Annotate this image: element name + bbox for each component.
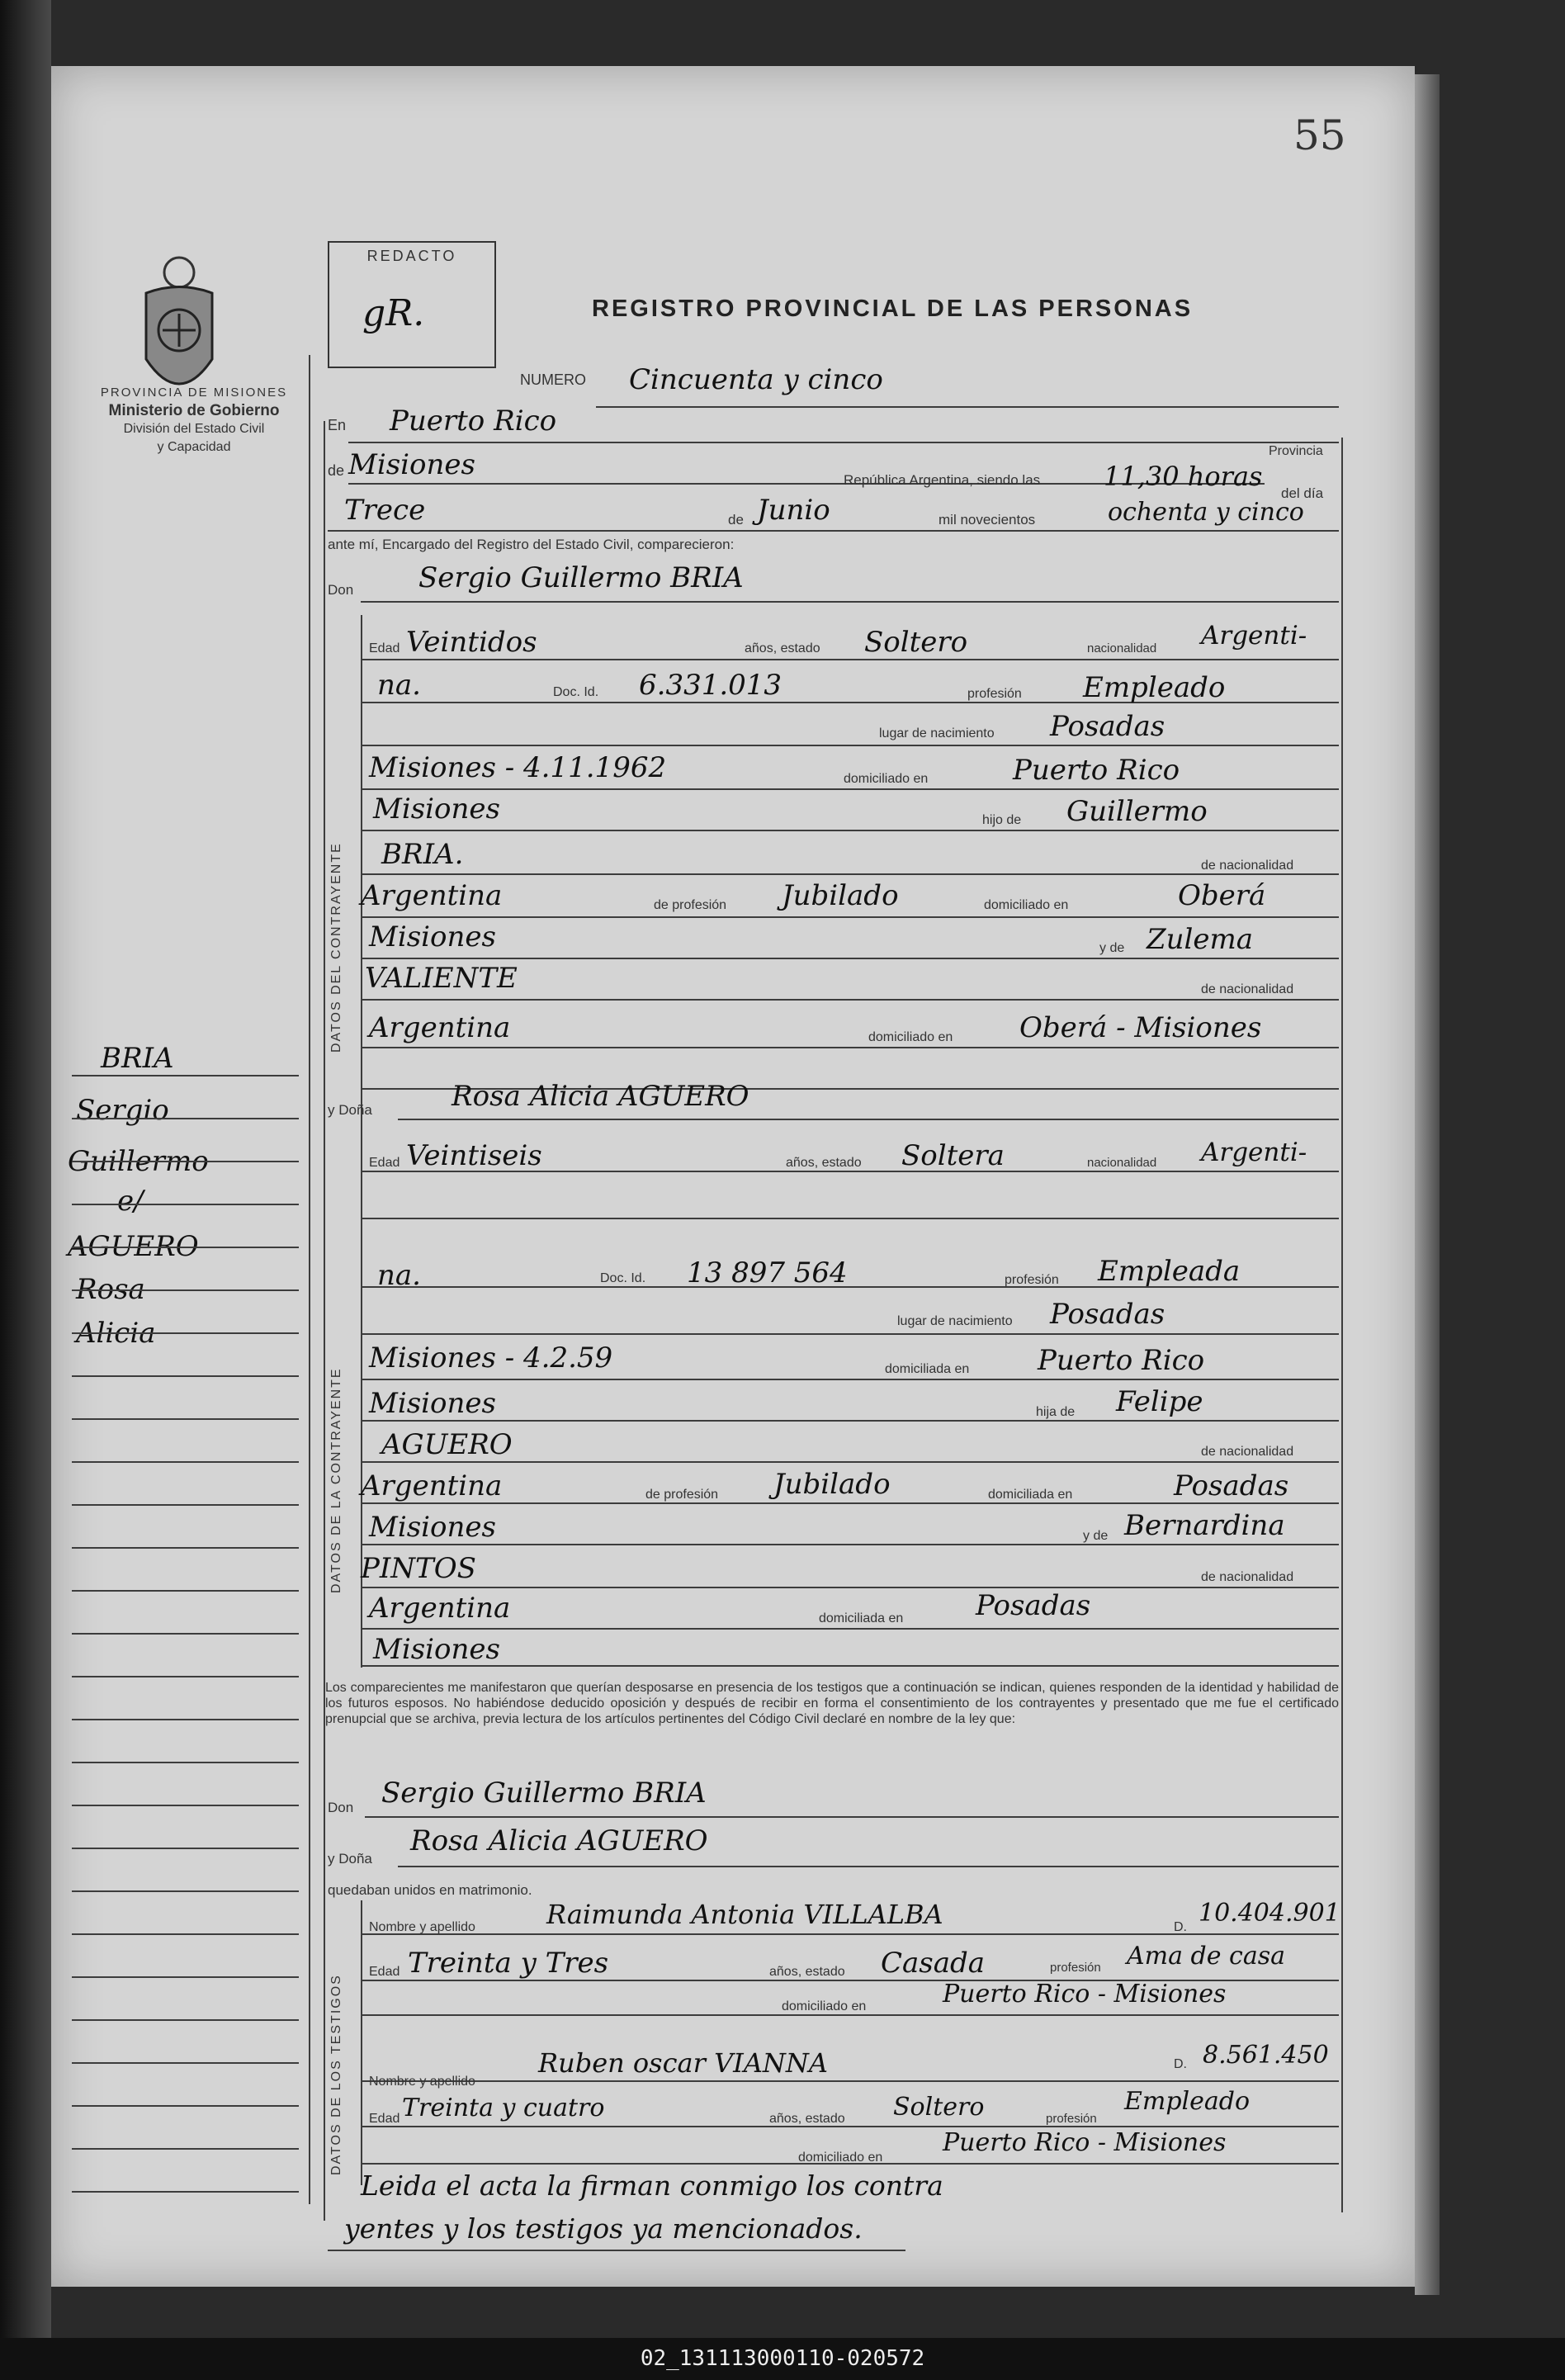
anio-value: ochenta y cinco bbox=[1108, 498, 1304, 527]
t1-prof-label: profesión bbox=[1050, 1961, 1101, 1975]
form-right-border bbox=[1341, 438, 1343, 2212]
f-domicilio: Puerto Rico bbox=[1038, 1344, 1205, 1377]
ruled-line bbox=[361, 659, 1339, 660]
mes-value: Junio bbox=[757, 494, 830, 527]
t2-edad-label: Edad bbox=[369, 2112, 400, 2126]
union-don: Sergio Guillermo BRIA bbox=[381, 1777, 707, 1810]
lugar-value: Puerto Rico bbox=[390, 405, 557, 438]
c-de-nac-label: de nacionalidad bbox=[1201, 859, 1294, 873]
provincia-label: Provincia bbox=[1269, 444, 1323, 458]
c-madre-dom-label: domiciliado en bbox=[868, 1030, 953, 1044]
c-edad: Veintidos bbox=[406, 626, 537, 659]
f-padre-dom-2: Misiones bbox=[369, 1511, 496, 1544]
contrayente-nombre-line bbox=[361, 601, 1339, 603]
c-doc: 6.331.013 bbox=[639, 669, 782, 702]
ruled-line bbox=[72, 1805, 299, 1806]
ministry-line-3: División del Estado Civil bbox=[123, 422, 265, 436]
ruled-line bbox=[72, 1547, 299, 1549]
ruled-line bbox=[361, 1628, 1339, 1630]
ruled-line bbox=[361, 1420, 1339, 1422]
redacto-label: REDACTO bbox=[366, 248, 457, 264]
f-madre-dom-2: Misiones bbox=[373, 1633, 500, 1666]
de-label: de bbox=[328, 462, 345, 479]
f-estado: Soltera bbox=[901, 1139, 1005, 1172]
register-page bbox=[51, 66, 1415, 2287]
t2-d-label: D. bbox=[1174, 2057, 1187, 2071]
image-id-footer: 02_131113000110-020572 bbox=[0, 2338, 1565, 2380]
f-edad: Veintiseis bbox=[406, 1139, 542, 1172]
union-don-label: Don bbox=[328, 1800, 354, 1815]
ruled-line bbox=[72, 1161, 299, 1162]
union-dona-label: y Doña bbox=[328, 1851, 372, 1867]
c-domic-label: domiciliado en bbox=[844, 772, 929, 786]
ruled-line bbox=[72, 1289, 299, 1291]
ruled-line bbox=[72, 1375, 299, 1377]
t1-estado: Casada bbox=[881, 1947, 986, 1980]
c-madre-apellido: VALIENTE bbox=[365, 962, 518, 995]
c-padre-dom: Oberá bbox=[1178, 879, 1266, 912]
union-dona-line bbox=[398, 1866, 1339, 1867]
ruled-line bbox=[361, 2080, 1339, 2082]
f-madre-nac: Argentina bbox=[369, 1592, 511, 1625]
c-y-de-label: y de bbox=[1099, 941, 1125, 955]
f-madre-apellido: PINTOS bbox=[361, 1552, 476, 1585]
c-padre-apellido: BRIA. bbox=[381, 838, 464, 871]
ruled-line bbox=[72, 2105, 299, 2107]
t1-nombre-label: Nombre y apellido bbox=[369, 1920, 475, 1934]
ruled-line bbox=[72, 1075, 299, 1076]
republica-label: República Argentina, siendo las bbox=[844, 472, 1041, 488]
c-hijo-label: hijo de bbox=[982, 813, 1022, 827]
ruled-line bbox=[361, 788, 1339, 790]
redacto-box bbox=[328, 241, 496, 368]
f-doc: 13 897 564 bbox=[687, 1256, 848, 1289]
ruled-line bbox=[361, 1544, 1339, 1545]
page-number: 55 bbox=[1293, 111, 1346, 159]
ruled-line bbox=[361, 873, 1339, 875]
testigos-section-label: DATOS DE LOS TESTIGOS bbox=[329, 1974, 343, 2175]
f-madre: Bernardina bbox=[1124, 1509, 1285, 1542]
ruled-line bbox=[361, 1502, 1339, 1504]
f-nac-label: nacionalidad bbox=[1087, 1156, 1157, 1170]
f-de-nac-label: de nacionalidad bbox=[1201, 1445, 1294, 1459]
f-edad-label: Edad bbox=[369, 1156, 400, 1170]
ruled-line bbox=[72, 1633, 299, 1635]
ruled-line bbox=[72, 1418, 299, 1420]
contrayenta-section-label: DATOS DE LA CONTRAYENTE bbox=[329, 1367, 343, 1593]
f-nacionalidad-2: na. bbox=[377, 1259, 421, 1292]
c-edad-label: Edad bbox=[369, 641, 400, 655]
numero-label: NUMERO bbox=[520, 371, 586, 388]
margin-divider bbox=[309, 355, 310, 2204]
ruled-line bbox=[72, 1247, 299, 1248]
ruled-line bbox=[72, 2062, 299, 2064]
t2-estado: Soltero bbox=[893, 2093, 985, 2122]
ruled-line bbox=[72, 1676, 299, 1677]
f-padre: Felipe bbox=[1116, 1385, 1203, 1418]
ruled-line bbox=[72, 1933, 299, 1935]
fecha-line bbox=[328, 530, 1339, 532]
c-estado: Soltero bbox=[864, 626, 968, 659]
c-nacionalidad-2: na. bbox=[377, 669, 421, 702]
ministry-line-1: PROVINCIA DE MISIONES bbox=[100, 386, 288, 400]
margin-name-1: BRIA bbox=[101, 1042, 174, 1075]
f-lugar-nac-label: lugar de nacimiento bbox=[897, 1314, 1013, 1328]
c-padre-prof-label: de profesión bbox=[654, 898, 727, 912]
t2-edad: Treinta y cuatro bbox=[402, 2094, 605, 2122]
union-dona: Rosa Alicia AGUERO bbox=[410, 1824, 708, 1857]
mil-label: mil novecientos bbox=[939, 512, 1036, 528]
ruled-line bbox=[361, 2126, 1339, 2127]
ruled-line bbox=[361, 1665, 1339, 1667]
ruled-line bbox=[72, 1976, 299, 1978]
f-padre-dom-label: domiciliada en bbox=[988, 1488, 1073, 1502]
ruled-line bbox=[361, 1218, 1339, 1219]
c-nac-fecha: Misiones - 4.11.1962 bbox=[369, 751, 667, 784]
c-domicilio: Puerto Rico bbox=[1013, 754, 1180, 787]
contrayenta-nombre: Rosa Alicia AGUERO bbox=[452, 1080, 749, 1113]
f-padre-apellido: AGUERO bbox=[381, 1428, 513, 1461]
t2-prof-label: profesión bbox=[1046, 2112, 1097, 2126]
f-domic-label: domiciliada en bbox=[885, 1362, 970, 1376]
cierre-line-2-rule bbox=[328, 2250, 905, 2251]
f-madre-dom-label: domiciliada en bbox=[819, 1611, 904, 1625]
t2-domic-label: domiciliado en bbox=[798, 2151, 883, 2165]
margin-name-2: Sergio bbox=[76, 1094, 169, 1127]
ruled-line bbox=[361, 1933, 1339, 1935]
c-padre-dom-label: domiciliado en bbox=[984, 898, 1069, 912]
c-anos-label: años, estado bbox=[745, 641, 820, 655]
ruled-line bbox=[72, 1890, 299, 1892]
f-nacionalidad: Argenti- bbox=[1201, 1138, 1307, 1167]
margin-name-5: AGUERO bbox=[68, 1230, 199, 1263]
t1-anos-label: años, estado bbox=[769, 1965, 845, 1979]
ministry-line-2: Ministerio de Gobierno bbox=[108, 402, 280, 419]
quedaban-text: quedaban unidos en matrimonio. bbox=[328, 1882, 532, 1898]
c-padre-dom-2: Misiones bbox=[369, 920, 496, 953]
margin-name-4: e/ bbox=[117, 1185, 144, 1218]
lugar-line bbox=[348, 442, 1339, 443]
f-padre-nac: Argentina bbox=[361, 1469, 503, 1502]
ruled-line bbox=[361, 1587, 1339, 1588]
f-padre-prof: Jubilado bbox=[773, 1468, 891, 1501]
union-don-line bbox=[365, 1816, 1339, 1818]
ruled-line bbox=[361, 916, 1339, 918]
c-profesion: Empleado bbox=[1083, 671, 1226, 704]
ruled-line bbox=[361, 830, 1339, 831]
ruled-line bbox=[361, 1333, 1339, 1335]
ruled-line bbox=[72, 2148, 299, 2150]
ruled-line bbox=[361, 1379, 1339, 1380]
f-padre-dom: Posadas bbox=[1174, 1469, 1289, 1502]
ruled-line bbox=[72, 1332, 299, 1334]
f-anos-label: años, estado bbox=[786, 1156, 862, 1170]
t2-domicilio: Puerto Rico - Misiones bbox=[943, 2128, 1227, 2157]
f-doc-label: Doc. Id. bbox=[600, 1271, 646, 1285]
t2-nombre: Ruben oscar VIANNA bbox=[538, 2047, 829, 2079]
t1-domic-label: domiciliado en bbox=[782, 1999, 867, 2013]
ruled-line bbox=[72, 1719, 299, 1720]
f-nac-fecha: Misiones - 4.2.59 bbox=[369, 1341, 613, 1375]
ruled-line bbox=[72, 1204, 299, 1205]
ruled-line bbox=[361, 958, 1339, 959]
ruled-line bbox=[72, 1590, 299, 1592]
ruled-line bbox=[361, 745, 1339, 746]
numero-value: Cincuenta y cinco bbox=[629, 363, 883, 396]
t1-d-label: D. bbox=[1174, 1920, 1187, 1934]
contrayente-section-label: DATOS DEL CONTRAYENTE bbox=[329, 842, 343, 1053]
c-doc-label: Doc. Id. bbox=[553, 685, 599, 699]
ruled-line bbox=[72, 1504, 299, 1506]
f-padre-prof-label: de profesión bbox=[645, 1488, 719, 1502]
t2-nombre-label: Nombre y apellido bbox=[369, 2075, 475, 2089]
c-prof-label: profesión bbox=[967, 687, 1022, 701]
t1-domicilio: Puerto Rico - Misiones bbox=[943, 1980, 1227, 2009]
t1-doc: 10.404.901 bbox=[1199, 1899, 1340, 1928]
c-madre-de-nac-label: de nacionalidad bbox=[1201, 982, 1294, 996]
redacto-initials: gR. bbox=[362, 292, 425, 334]
f-madre-dom: Posadas bbox=[976, 1589, 1091, 1622]
c-madre: Zulema bbox=[1147, 923, 1254, 956]
t1-profesion: Ama de casa bbox=[1127, 1942, 1285, 1971]
margin-name-3: Guillermo bbox=[68, 1145, 209, 1178]
provincia-value: Misiones bbox=[348, 448, 475, 481]
c-padre-prof: Jubilado bbox=[782, 879, 899, 912]
c-madre-nac: Argentina bbox=[369, 1011, 511, 1044]
margin-name-6: Rosa bbox=[76, 1273, 145, 1306]
book-spine bbox=[0, 0, 51, 2338]
c-lugar-nac-label: lugar de nacimiento bbox=[879, 726, 995, 740]
registry-title: REGISTRO PROVINCIAL DE LAS PERSONAS bbox=[592, 296, 1194, 322]
f-prof-label: profesión bbox=[1005, 1273, 1059, 1287]
ministry-block bbox=[66, 384, 322, 457]
f-hija-label: hija de bbox=[1036, 1405, 1076, 1419]
t2-doc: 8.561.450 bbox=[1203, 2041, 1329, 2070]
ruled-line bbox=[361, 1047, 1339, 1048]
declaracion-text: Los comparecientes me manifestaron que querían desposarse en presencia de los testigos que a continuación se indican, quienes responden de la identidad y habilidad de los futuros esposos. No habiéndose deducido oposición y después de recibir en forma el consentimiento de los contrayentes y presentado que me fue el certificado prenupcial que se archiva, previa lectura de los artículos pertinentes del Código Civil declaré en nombre de la ley que: bbox=[325, 1681, 1339, 1726]
en-label: En bbox=[328, 417, 347, 433]
ante-label: ante mí, Encargado del Registro del Estado Civil, comparecieron: bbox=[328, 537, 735, 552]
page-edge bbox=[1415, 74, 1440, 2295]
hora-value: 11,30 horas bbox=[1104, 461, 1263, 492]
cierre-line-1: Leida el acta la firman conmigo los contra bbox=[361, 2169, 943, 2202]
c-domicilio-2: Misiones bbox=[373, 793, 500, 826]
contrayente-nombre: Sergio Guillermo BRIA bbox=[418, 561, 744, 594]
f-profesion: Empleada bbox=[1098, 1255, 1241, 1288]
t1-edad-label: Edad bbox=[369, 1965, 400, 1979]
don-label: Don bbox=[328, 582, 354, 598]
ruled-line bbox=[72, 2019, 299, 2021]
testigos-section-border bbox=[361, 1900, 362, 2185]
c-madre-dom: Oberá - Misiones bbox=[1019, 1011, 1262, 1044]
numero-line bbox=[596, 406, 1339, 408]
ruled-line bbox=[72, 2191, 299, 2193]
f-domicilio-2: Misiones bbox=[369, 1387, 496, 1420]
ruled-line bbox=[361, 999, 1339, 1001]
t1-edad: Treinta y Tres bbox=[408, 1947, 609, 1980]
ministry-line-4: y Capacidad bbox=[157, 440, 231, 454]
c-nacionalidad: Argenti- bbox=[1201, 621, 1307, 651]
t2-anos-label: años, estado bbox=[769, 2112, 845, 2126]
c-nac-label: nacionalidad bbox=[1087, 641, 1157, 655]
ruled-line bbox=[72, 1762, 299, 1763]
t2-profesion: Empleado bbox=[1124, 2087, 1251, 2116]
dia-value: Trece bbox=[344, 494, 426, 527]
cierre-line-2: yentes y los testigos ya mencionados. bbox=[344, 2212, 863, 2245]
dona-label: y Doña bbox=[328, 1102, 372, 1118]
t1-nombre: Raimunda Antonia VILLALBA bbox=[546, 1899, 943, 1930]
margin-name-7: Alicia bbox=[76, 1317, 156, 1350]
ruled-line bbox=[72, 1118, 299, 1119]
mes-de-label: de bbox=[728, 512, 744, 528]
ruled-line bbox=[72, 1848, 299, 1849]
ruled-line bbox=[72, 1461, 299, 1463]
f-y-de-label: y de bbox=[1083, 1529, 1109, 1543]
contrayenta-nombre-line bbox=[398, 1119, 1339, 1120]
ruled-line bbox=[361, 2014, 1339, 2016]
f-madre-de-nac-label: de nacionalidad bbox=[1201, 1570, 1294, 1584]
c-padre-nac: Argentina bbox=[361, 879, 503, 912]
c-padre: Guillermo bbox=[1066, 795, 1208, 828]
form-left-border bbox=[324, 421, 325, 2221]
ruled-line bbox=[361, 1461, 1339, 1463]
f-lugar-nac: Posadas bbox=[1050, 1298, 1165, 1331]
c-lugar-nac: Posadas bbox=[1050, 710, 1165, 743]
dia-label: del día bbox=[1281, 485, 1324, 501]
